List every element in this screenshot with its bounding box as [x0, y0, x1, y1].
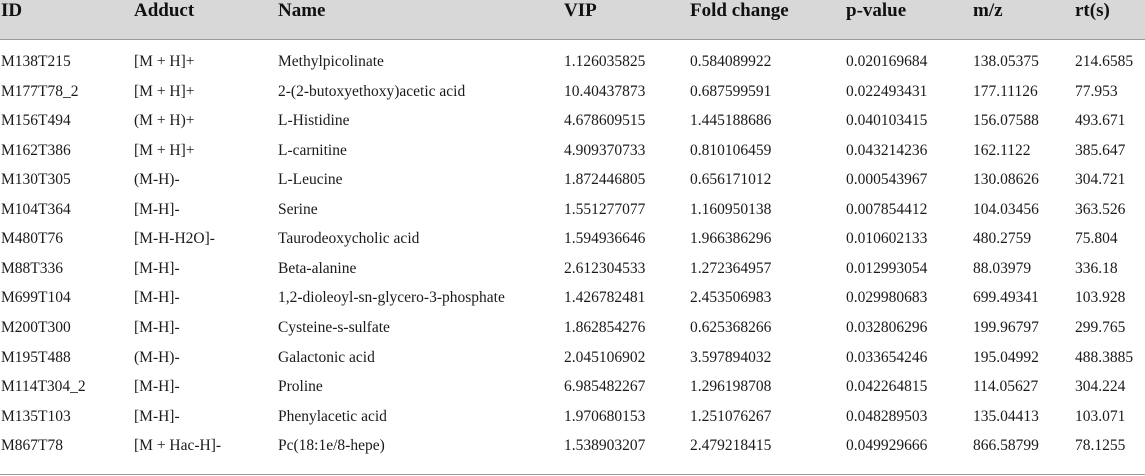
cell-rt: 385.647	[1075, 141, 1126, 159]
cell-vip: 1.862854276	[564, 318, 646, 336]
cell-rt: 493.671	[1075, 112, 1126, 130]
cell-mz: 130.08626	[973, 171, 1039, 189]
cell-adduct: [M + H]+	[134, 82, 195, 100]
cell-p-value: 0.040103415	[846, 112, 928, 130]
cell-name: Serine	[278, 200, 318, 218]
cell-rt: 304.721	[1075, 171, 1126, 189]
cell-rt: 103.928	[1075, 289, 1126, 307]
cell-fold-change: 0.584089922	[690, 53, 772, 70]
cell-id: M480T76	[1, 230, 63, 248]
cell-mz: 88.03979	[973, 259, 1032, 277]
cell-p-value: 0.007854412	[846, 200, 928, 218]
cell-rt: 336.18	[1075, 259, 1118, 277]
cell-adduct: [M-H]-	[134, 378, 180, 396]
cell-name: L-Histidine	[278, 112, 350, 130]
table-row	[0, 349, 1145, 378]
cell-name: Phenylacetic acid	[278, 407, 387, 425]
cell-rt: 75.804	[1075, 230, 1118, 248]
table-bottom-rule	[0, 474, 1145, 475]
cell-rt: 363.526	[1075, 200, 1126, 218]
cell-id: M104T364	[1, 200, 71, 218]
cell-mz: 195.04992	[973, 348, 1039, 366]
header-rt: rt(s)	[1075, 0, 1110, 21]
cell-mz: 104.03456	[973, 200, 1039, 218]
cell-mz: 138.05375	[973, 53, 1039, 70]
cell-name: Taurodeoxycholic acid	[278, 230, 420, 248]
cell-name: 1,2-dioleoyl-sn-glycero-3-phosphate	[278, 289, 505, 307]
cell-name: Methylpicolinate	[278, 53, 384, 70]
cell-p-value: 0.048289503	[846, 407, 928, 425]
cell-fold-change: 3.597894032	[690, 348, 772, 366]
cell-vip: 2.612304533	[564, 259, 646, 277]
cell-id: M162T386	[1, 141, 71, 159]
cell-vip: 4.678609515	[564, 112, 646, 130]
table-row	[0, 171, 1145, 200]
cell-fold-change: 1.445188686	[690, 112, 772, 130]
cell-vip: 1.551277077	[564, 200, 646, 218]
cell-id: M114T304_2	[1, 378, 86, 396]
cell-p-value: 0.010602133	[846, 230, 928, 248]
cell-vip: 6.985482267	[564, 378, 646, 396]
cell-adduct: [M + H]+	[134, 141, 195, 159]
cell-adduct: [M + Hac-H]-	[134, 437, 222, 455]
cell-name: Galactonic acid	[278, 348, 375, 366]
table-row	[0, 201, 1145, 230]
cell-id: M867T78	[1, 437, 63, 455]
cell-name: Proline	[278, 378, 323, 396]
cell-mz: 114.05627	[973, 378, 1039, 396]
cell-fold-change: 1.296198708	[690, 378, 772, 396]
cell-fold-change: 2.453506983	[690, 289, 772, 307]
cell-id: M88T336	[1, 259, 63, 277]
table-row	[0, 230, 1145, 259]
cell-adduct: (M-H)-	[134, 171, 180, 189]
header-id: ID	[1, 0, 23, 21]
table-row	[0, 289, 1145, 318]
cell-vip: 2.045106902	[564, 348, 646, 366]
cell-p-value: 0.049929666	[846, 437, 928, 455]
cell-adduct: [M-H]-	[134, 259, 180, 277]
cell-id: M138T215	[1, 53, 71, 70]
cell-fold-change: 0.810106459	[690, 141, 772, 159]
cell-fold-change: 0.625368266	[690, 318, 772, 336]
header-fold-change: Fold change	[690, 0, 789, 21]
cell-id: M200T300	[1, 318, 71, 336]
cell-fold-change: 2.479218415	[690, 437, 772, 455]
cell-p-value: 0.029980683	[846, 289, 928, 307]
cell-fold-change: 0.687599591	[690, 82, 772, 100]
cell-id: M195T488	[1, 348, 71, 366]
table-row	[0, 112, 1145, 141]
cell-fold-change: 1.160950138	[690, 200, 772, 218]
cell-name: L-Leucine	[278, 171, 343, 189]
table-row	[0, 142, 1145, 171]
cell-mz: 480.2759	[973, 230, 1032, 248]
cell-rt: 103.071	[1075, 407, 1126, 425]
cell-vip: 1.126035825	[564, 53, 646, 70]
cell-p-value: 0.000543967	[846, 171, 928, 189]
header-mz: m/z	[973, 0, 1003, 21]
cell-adduct: [M-H-H2O]-	[134, 230, 215, 248]
cell-rt: 299.765	[1075, 318, 1126, 336]
header-divider	[0, 39, 1145, 40]
cell-vip: 10.40437873	[564, 82, 646, 100]
cell-mz: 866.58799	[973, 437, 1039, 455]
cell-adduct: [M + H]+	[134, 53, 195, 70]
cell-rt: 304.224	[1075, 378, 1126, 396]
cell-mz: 699.49341	[973, 289, 1039, 307]
cell-rt: 214.6585	[1075, 53, 1134, 70]
cell-id: M177T78_2	[1, 82, 79, 100]
cell-fold-change: 1.966386296	[690, 230, 772, 248]
cell-id: M699T104	[1, 289, 71, 307]
cell-fold-change: 0.656171012	[690, 171, 772, 189]
table-row	[0, 378, 1145, 407]
cell-fold-change: 1.251076267	[690, 407, 772, 425]
cell-p-value: 0.032806296	[846, 318, 928, 336]
cell-adduct: [M-H]-	[134, 289, 180, 307]
cell-vip: 1.872446805	[564, 171, 646, 189]
cell-vip: 1.538903207	[564, 437, 646, 455]
cell-p-value: 0.020169684	[846, 53, 928, 70]
table-header	[0, 0, 1145, 39]
cell-vip: 1.594936646	[564, 230, 646, 248]
cell-p-value: 0.043214236	[846, 141, 928, 159]
header-p-value: p-value	[846, 0, 907, 21]
cell-fold-change: 1.272364957	[690, 259, 772, 277]
cell-adduct: [M-H]-	[134, 318, 180, 336]
cell-adduct: [M-H]-	[134, 407, 180, 425]
cell-mz: 177.11126	[973, 82, 1038, 100]
cell-id: M156T494	[1, 112, 71, 130]
cell-rt: 77.953	[1075, 82, 1118, 100]
cell-id: M130T305	[1, 171, 71, 189]
cell-p-value: 0.042264815	[846, 378, 928, 396]
header-name: Name	[278, 0, 326, 21]
table-row	[0, 408, 1145, 437]
table-row	[0, 319, 1145, 348]
cell-name: Cysteine-s-sulfate	[278, 318, 390, 336]
cell-adduct: (M-H)-	[134, 348, 180, 366]
cell-adduct: [M-H]-	[134, 200, 180, 218]
table-row	[0, 260, 1145, 289]
cell-vip: 4.909370733	[564, 141, 646, 159]
table-row	[0, 83, 1145, 112]
cell-mz: 162.1122	[973, 141, 1031, 159]
header-vip: VIP	[564, 0, 597, 21]
cell-adduct: (M + H)+	[134, 112, 195, 130]
cell-name: L-carnitine	[278, 141, 347, 159]
table-row	[0, 53, 1145, 82]
cell-rt: 488.3885	[1075, 348, 1134, 366]
cell-rt: 78.1255	[1075, 437, 1126, 455]
header-adduct: Adduct	[134, 0, 195, 21]
cell-p-value: 0.022493431	[846, 82, 928, 100]
cell-mz: 135.04413	[973, 407, 1039, 425]
cell-name: Beta-alanine	[278, 259, 357, 277]
cell-id: M135T103	[1, 407, 71, 425]
cell-vip: 1.426782481	[564, 289, 646, 307]
cell-mz: 156.07588	[973, 112, 1039, 130]
cell-mz: 199.96797	[973, 318, 1039, 336]
cell-p-value: 0.033654246	[846, 348, 928, 366]
cell-name: Pc(18:1e/8-hepe)	[278, 437, 385, 455]
cell-name: 2-(2-butoxyethoxy)acetic acid	[278, 82, 466, 100]
cell-p-value: 0.012993054	[846, 259, 928, 277]
table-row	[0, 437, 1145, 466]
cell-vip: 1.970680153	[564, 407, 646, 425]
